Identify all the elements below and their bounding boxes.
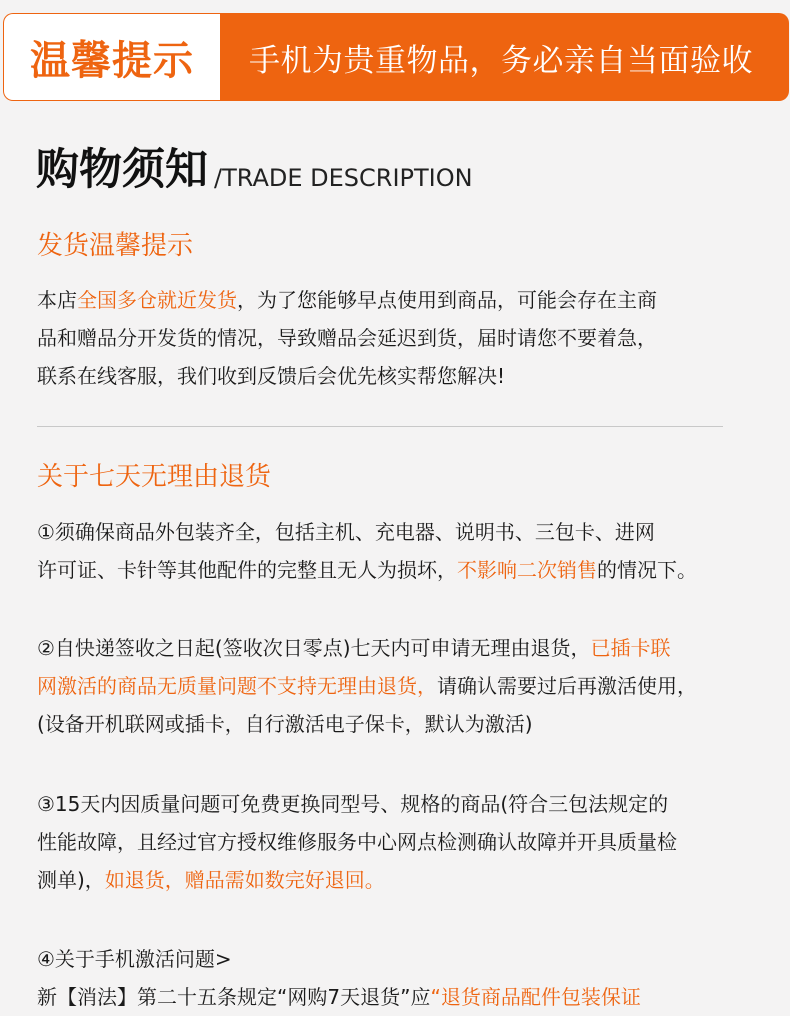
item2-highlight-b: 网激活的商品无质量问题不支持无理由退货， bbox=[37, 674, 437, 698]
item3-line-3: 测单)，如退货，赠品需如数完好退回。 bbox=[37, 868, 385, 892]
item3-highlight: 如退货，赠品需如数完好退回。 bbox=[104, 868, 385, 892]
item2-line-3: (设备开机联网或插卡，自行激活电子保卡，默认为激活) bbox=[37, 712, 533, 736]
item1-highlight: 不影响二次销售 bbox=[457, 558, 597, 582]
item2-line-2: 网激活的商品无质量问题不支持无理由退货，请确认需要过后再激活使用， bbox=[37, 674, 697, 698]
notice-banner bbox=[3, 13, 789, 101]
item1-line-1: ①须确保商品外包装齐全，包括主机、充电器、说明书、三包卡、进网 bbox=[37, 520, 655, 544]
item4-highlight: “退货商品配件包装保证 bbox=[430, 985, 641, 1009]
section-divider bbox=[37, 426, 723, 427]
returns-item-1 bbox=[37, 513, 697, 589]
item3-line-1: ③15天内因质量问题可免费更换同型号、规格的商品(符合三包法规定的 bbox=[37, 792, 669, 816]
banner-tag: 温馨提示 bbox=[4, 14, 220, 100]
heading-subtitle: /TRADE DESCRIPTION bbox=[214, 164, 473, 192]
returns-item-4 bbox=[37, 940, 641, 1016]
page-heading bbox=[36, 138, 473, 194]
shipping-highlight: 全国多仓就近发货 bbox=[77, 288, 237, 312]
item1-line-2: 许可证、卡针等其他配件的完整且无人为损坏，不影响二次销售的情况下。 bbox=[37, 558, 697, 582]
shipping-paragraph bbox=[37, 281, 657, 395]
returns-section-title: 关于七天无理由退货 bbox=[37, 462, 272, 492]
shipping-line-3: 联系在线客服，我们收到反馈后会优先核实帮您解决! bbox=[37, 364, 506, 388]
shipping-line-1: 本店全国多仓就近发货，为了您能够早点使用到商品，可能会存在主商 bbox=[37, 288, 657, 312]
shipping-section-title: 发货温馨提示 bbox=[37, 231, 194, 261]
shipping-line-2: 品和赠品分开发货的情况，导致赠品会延迟到货，届时请您不要着急， bbox=[37, 326, 657, 350]
item4-line-2: 新【消法】第二十五条规定“网购7天退货”应“退货商品配件包装保证 bbox=[37, 985, 641, 1009]
item2-highlight-a: 已插卡联 bbox=[590, 636, 671, 660]
item4-line-1: ④关于手机激活问题> bbox=[37, 947, 232, 971]
returns-item-3 bbox=[37, 785, 677, 899]
banner-text: 手机为贵重物品，务必亲自当面验收 bbox=[249, 42, 753, 79]
returns-item-2 bbox=[37, 629, 697, 743]
item2-line-1: ②自快递签收之日起(签收次日零点)七天内可申请无理由退货，已插卡联 bbox=[37, 636, 671, 660]
heading-title: 购物须知 bbox=[36, 145, 208, 195]
item3-line-2: 性能故障，且经过官方授权维修服务中心网点检测确认故障并开具质量检 bbox=[37, 830, 677, 854]
